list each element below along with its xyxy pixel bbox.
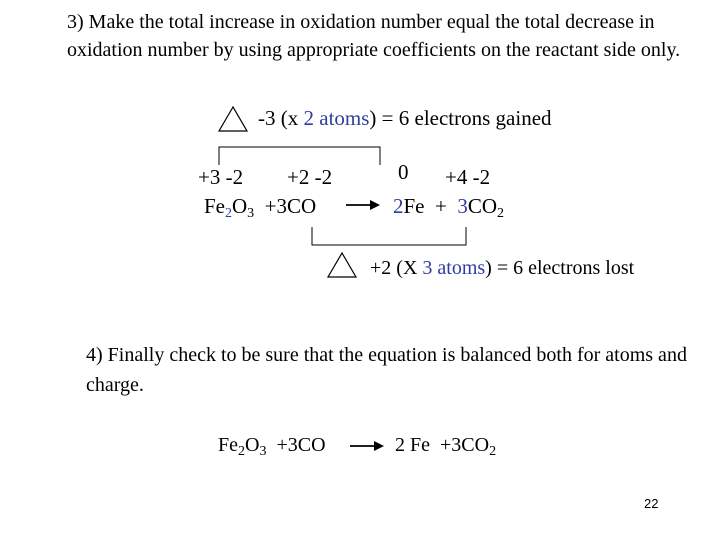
co2-coefficient: 3 [457, 194, 468, 218]
eq2-o: O [245, 434, 260, 456]
eq2-fe-subscript: 2 [238, 444, 245, 459]
eq2-co-term: +3CO [276, 434, 326, 456]
gain-bracket [219, 147, 380, 165]
equation1-reactants [204, 194, 316, 219]
fe2o3-fe-subscript: 2 [225, 206, 232, 221]
electrons-lost-line [370, 257, 634, 280]
co2-subscript: 2 [497, 206, 505, 221]
eq2-fe: Fe [218, 434, 238, 456]
delta-triangle-loss [328, 253, 356, 277]
fe-product: Fe [403, 194, 425, 218]
equation2-products [395, 434, 496, 457]
electrons-gained-line [258, 106, 552, 131]
reaction-arrow-1 [346, 200, 380, 210]
plus-sign: + [435, 194, 447, 218]
loss-prefix: +2 (X [370, 257, 423, 279]
ox-number-co2: +4 -2 [445, 165, 491, 189]
eq2-co2-term: +3CO [440, 434, 490, 456]
eq2-o-subscript: 3 [259, 444, 267, 459]
gain-suffix: ) = 6 electrons gained [369, 106, 552, 130]
equation1-products [393, 194, 504, 219]
page-number: 22 [644, 496, 659, 511]
eq2-co2-subscript: 2 [489, 444, 497, 459]
fe2o3-o-subscript: 3 [247, 206, 255, 221]
co-term: +3CO [264, 194, 317, 218]
loss-suffix: ) = 6 electrons lost [485, 257, 635, 279]
gain-prefix: -3 (x [258, 106, 304, 130]
step3-text: 3) Make the total increase in oxidation number equal the total decrease in oxidation number by using appropriate coefficients on the reactant side only. [67, 11, 681, 61]
delta-triangle-gain [219, 107, 247, 131]
fe2o3-fe: Fe [204, 194, 225, 218]
ox-number-co: +2 -2 [287, 165, 333, 189]
co2-product: CO [467, 194, 498, 218]
loss-bracket [312, 227, 466, 245]
equation2-reactants [218, 434, 326, 457]
ox-number-fe: 0 [398, 160, 409, 184]
ox-number-fe2o3: +3 -2 [198, 165, 244, 189]
fe2o3-o: O [232, 194, 248, 218]
fe-coefficient: 2 [393, 194, 404, 218]
reaction-arrow-2 [350, 441, 384, 451]
step4-text: 4) Finally check to be sure that the equation is balanced both for atoms and charge. [86, 344, 687, 396]
eq2-fe-product: 2 Fe [395, 434, 430, 456]
loss-atoms: 3 atoms [422, 257, 486, 279]
gain-atoms: 2 atoms [303, 106, 370, 130]
